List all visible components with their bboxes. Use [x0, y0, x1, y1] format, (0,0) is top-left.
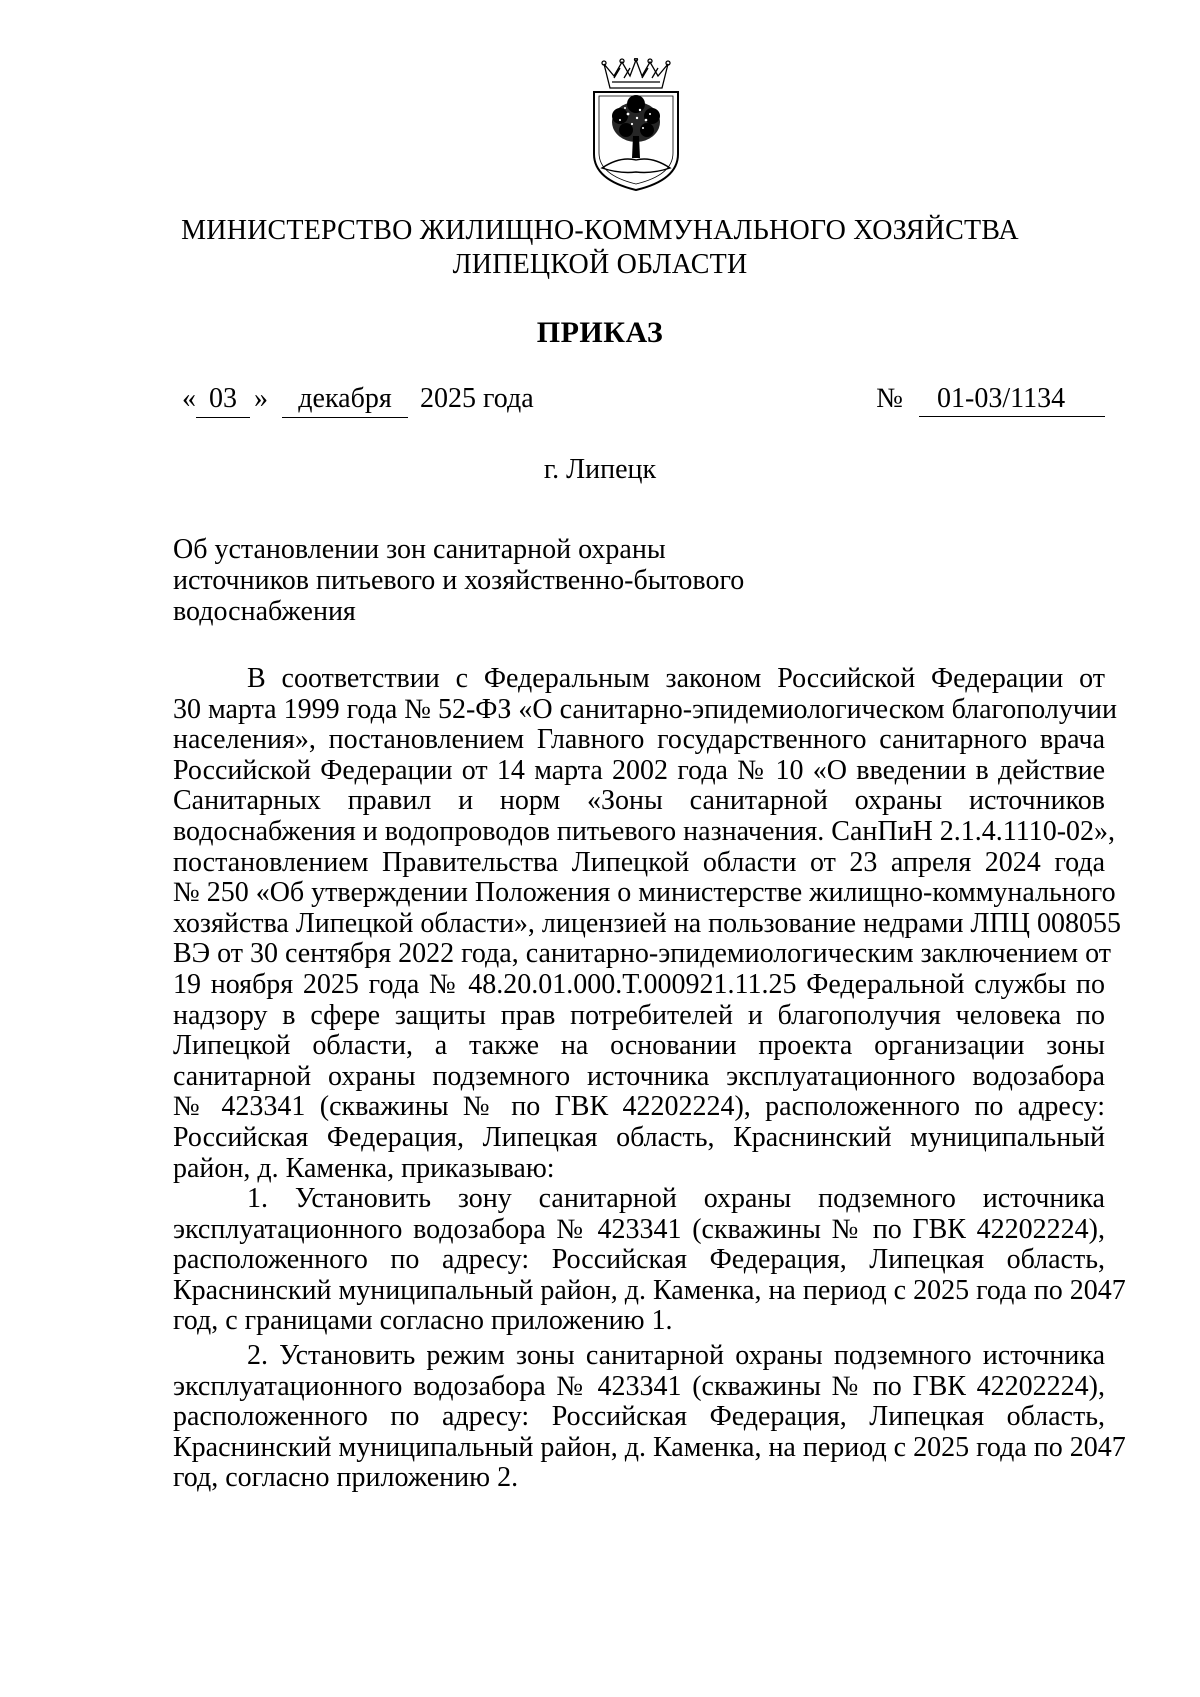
subject-line: Об установлении зон санитарной охраны [173, 534, 666, 565]
text-line: Краснинский муниципальный район, д. Каменка, на период с 2025 года по 2047 [173, 1431, 1126, 1463]
text-line: Российской Федерации от 14 марта 2002 года № 10 «О введении в действие [173, 754, 1105, 786]
text-line: санитарной охраны подземного источника эксплуатационного водозабора [173, 1060, 1105, 1092]
date-month: декабря [282, 382, 408, 418]
text-line: хозяйства Липецкой области», лицензией на пользование недрами ЛПЦ 008055 [173, 907, 1121, 939]
text-line: 2. Установить режим зоны санитарной охраны подземного источника [247, 1340, 1105, 1372]
order-item-2 [173, 1340, 1126, 1494]
text-line: год, согласно приложению 2. [173, 1462, 519, 1494]
number-sign: № [876, 383, 903, 414]
text-line: населения», постановлением Главного государственного санитарного врача [173, 724, 1105, 756]
text-line: надзору в сфере защиты прав потребителей и благополучия человека по [173, 999, 1105, 1031]
text-line: Санитарных правил и норм «Зоны санитарной охраны источников [173, 785, 1105, 817]
coat-of-arms-emblem [590, 58, 682, 192]
text-line: район, д. Каменка, приказываю: [173, 1152, 555, 1184]
text-line: Краснинский муниципальный район, д. Каменка, на период с 2025 года по 2047 [173, 1274, 1126, 1306]
subject-line: источников питьевого и хозяйственно-бытового [173, 565, 745, 596]
order-number-block [876, 382, 1105, 417]
date-open-quote: « [182, 383, 196, 414]
text-line: Российская Федерация, Липецкая область, Краснинский муниципальный [173, 1121, 1105, 1153]
subject-line: водоснабжения [173, 596, 356, 627]
text-line: 1. Установить зону санитарной охраны подземного источника [247, 1183, 1105, 1215]
date-year: 2025 года [420, 383, 534, 414]
order-number: 01-03/1134 [919, 382, 1105, 417]
text-line: эксплуатационного водозабора № 423341 (скважины № по ГВК 42202224), [173, 1213, 1105, 1245]
text-line: 30 марта 1999 года № 52-ФЗ «О санитарно-эпидемиологическом благополучии [173, 693, 1117, 725]
text-line: ВЭ от 30 сентября 2022 года, санитарно-эпидемиологическим заключением от [173, 938, 1111, 970]
text-line: Липецкой области, а также на основании проекта организации зоны [173, 1030, 1105, 1062]
date-close-quote: » [254, 383, 268, 414]
ministry-name-line2: ЛИПЕЦКОЙ ОБЛАСТИ [452, 249, 748, 280]
order-body [173, 663, 1126, 1494]
text-line: № 423341 (скважины № по ГВК 42202224), расположенного по адресу: [173, 1091, 1105, 1123]
text-line: водоснабжения и водопроводов питьевого назначения. СанПиН 2.1.4.1110-02», [173, 815, 1116, 847]
text-line: год, с границами согласно приложению 1. [173, 1305, 673, 1337]
text-line: постановлением Правительства Липецкой области от 23 апреля 2024 года [173, 846, 1105, 878]
order-item-1 [173, 1183, 1126, 1337]
city: г. Липецк [543, 454, 657, 485]
text-line: расположенного по адресу: Российская Федерация, Липецкая область, [173, 1244, 1105, 1276]
date-day: 03 [196, 382, 250, 418]
text-line: 19 ноября 2025 года № 48.20.01.000.Т.000921.11.25 Федеральной службы по [173, 968, 1105, 1000]
text-line: расположенного по адресу: Российская Федерация, Липецкая область, [173, 1401, 1105, 1433]
ministry-name [100, 214, 1100, 282]
text-line: В соответствии с Федеральным законом Российской Федерации от [247, 663, 1105, 694]
text-line: № 250 «Об утверждении Положения о министерстве жилищно-коммунального [173, 877, 1116, 909]
preamble-paragraph [173, 663, 1121, 1184]
ministry-name-line1: МИНИСТЕРСТВО ЖИЛИЩНО-КОММУНАЛЬНОГО ХОЗЯЙСТВА [181, 215, 1019, 246]
order-subject [173, 534, 873, 627]
order-title: ПРИКАЗ [536, 316, 664, 349]
date-number-row [182, 382, 1105, 422]
text-line: эксплуатационного водозабора № 423341 (скважины № по ГВК 42202224), [173, 1370, 1105, 1402]
